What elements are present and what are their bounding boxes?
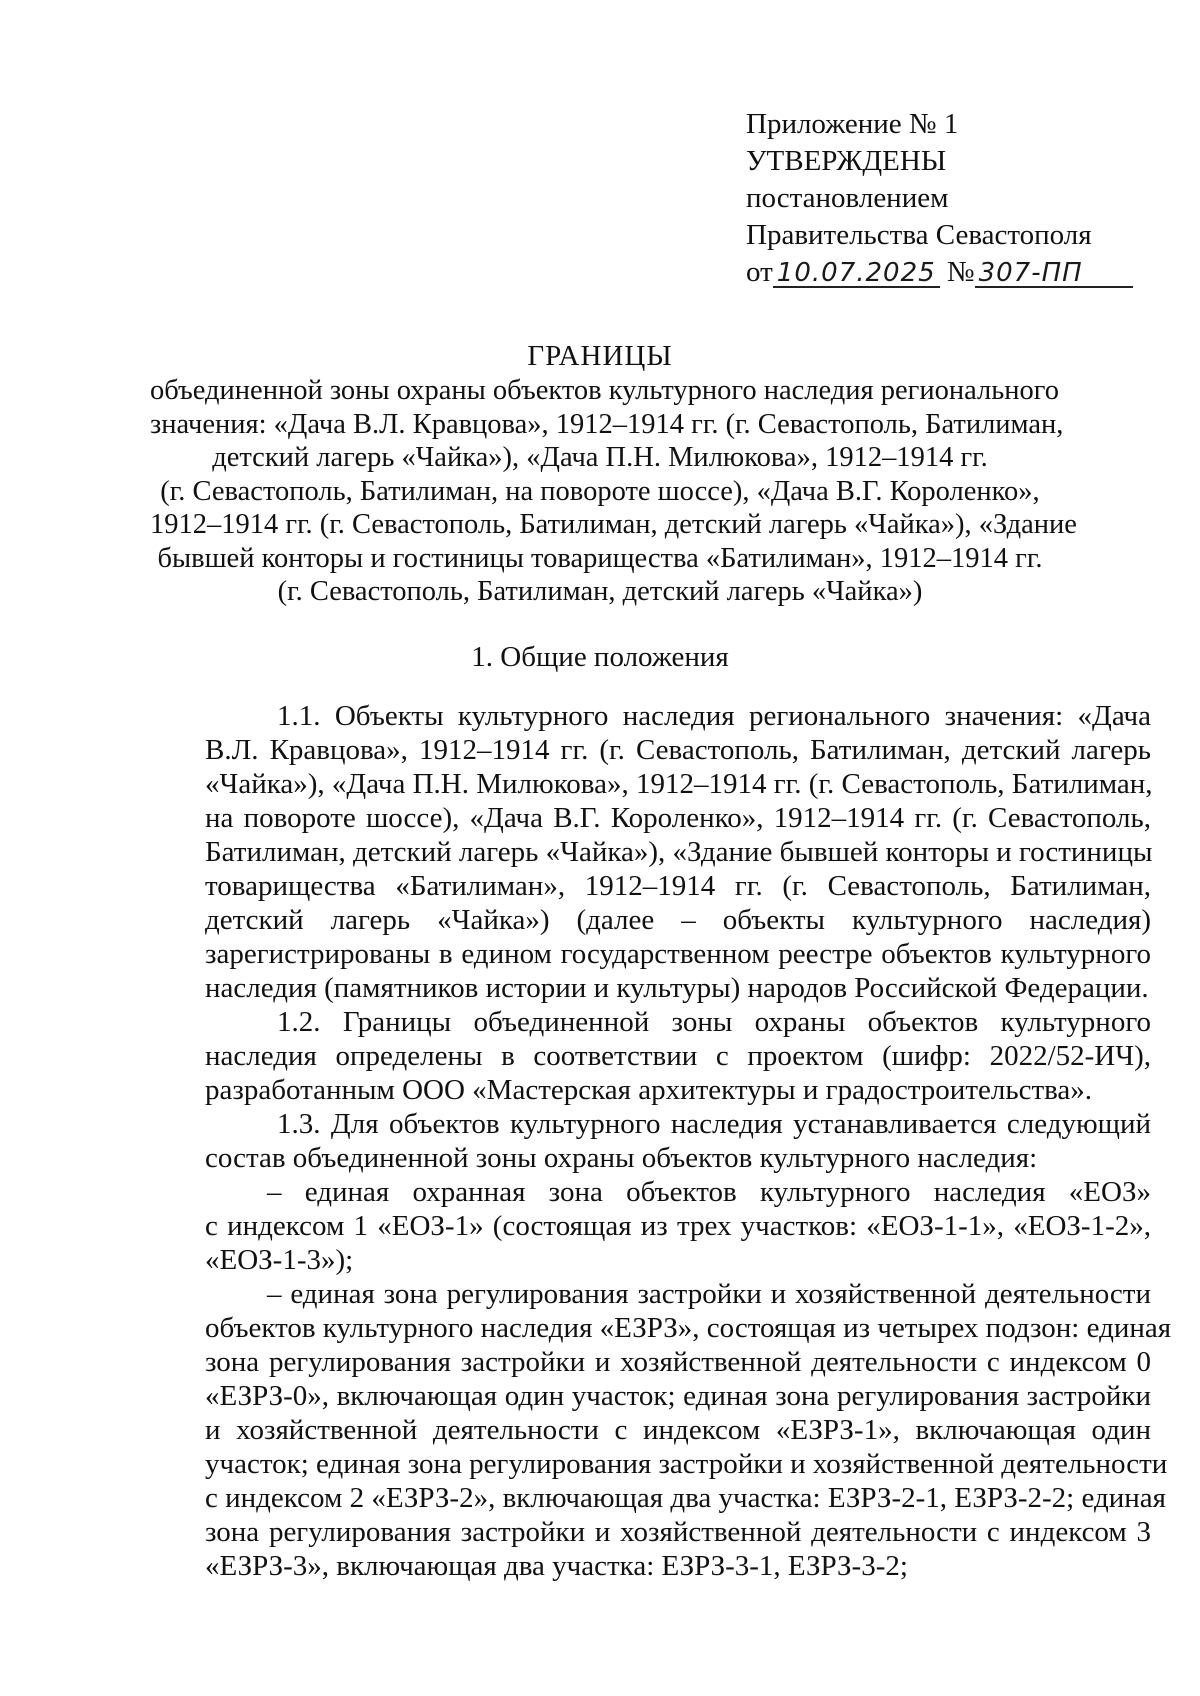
handwritten-date: 10.07.2025 <box>773 260 940 288</box>
list-item-line: «ЕЗРЗ-3», включающая два участка: ЕЗРЗ-3-1, ЕЗРЗ-3-2; <box>205 1550 908 1582</box>
approved-label: УТВЕРЖДЕНЫ <box>746 145 947 177</box>
paragraph-line: 1.3. Для объектов культурного наследия устанавливается следующий <box>277 1108 1151 1140</box>
approval-block <box>746 106 1166 291</box>
paragraph-line: детский лагерь «Чайка») (далее – объекты культурного наследия) <box>205 904 1151 936</box>
paragraph-line: 1.2. Границы объединенной зоны охраны объектов культурного <box>277 1006 1151 1038</box>
list-item-line: – единая зона регулирования застройки и хозяйственной деятельности <box>267 1278 1151 1310</box>
paragraph-line: товарищества «Батилиман», 1912–1914 гг. (г. Севастополь, Батилиман, <box>205 870 1151 902</box>
subtitle-line: объединенной зоны охраны объектов культурного наследия регионального <box>150 375 1059 406</box>
list-item-line: «ЕЗРЗ-0», включающая один участок; единая зона регулирования застройки <box>205 1380 1151 1412</box>
subtitle-line: значения: «Дача В.Л. Кравцова», 1912–1914 гг. (г. Севастополь, Батилиман, <box>150 408 1064 440</box>
list-item-line: с индексом 2 «ЕЗРЗ-2», включающая два участка: ЕЗРЗ-2-1, ЕЗРЗ-2-2; единая <box>205 1482 1166 1514</box>
paragraph-line: наследия (памятников истории и культуры) народов Российской Федерации. <box>205 972 1149 1004</box>
paragraph-line: состав объединенной зоны охраны объектов культурного наследия: <box>205 1142 1038 1174</box>
paragraph-line: наследия определены в соответствии с проектом (шифр: 2022/52-ИЧ), <box>205 1040 1151 1072</box>
paragraph-line: зарегистрированы в едином государственном реестре объектов культурного <box>205 938 1151 970</box>
document-subtitle <box>150 374 1077 609</box>
date-prefix: от <box>746 256 773 288</box>
list-item-line: участок; единая зона регулирования застройки и хозяйственной деятельности <box>205 1448 1168 1480</box>
list-item-line: зона регулирования застройки и хозяйственной деятельности с индексом 0 <box>205 1346 1151 1378</box>
number-prefix: № <box>946 256 975 288</box>
document-title: ГРАНИЦЫ <box>527 340 673 372</box>
subtitle-line: (г. Севастополь, Батилиман, на повороте шоссе), «Дача В.Г. Короленко», <box>160 475 1040 507</box>
document-body <box>205 699 1172 1583</box>
date-number-line <box>746 254 1166 291</box>
list-item-line: с индексом 1 «ЕОЗ-1» (состоящая из трех участков: «ЕОЗ-1-1», «ЕОЗ-1-2», <box>205 1210 1151 1242</box>
subtitle-line: 1912–1914 гг. (г. Севастополь, Батилиман, детский лагерь «Чайка»), «Здание <box>150 509 1077 540</box>
paragraph-line: Батилиман, детский лагерь «Чайка»), «Здание бывшей конторы и гостиницы <box>205 836 1153 868</box>
list-item-line: «ЕОЗ-1-3»); <box>205 1244 354 1276</box>
list-item-line: объектов культурного наследия «ЕЗРЗ», состоящая из четырех подзон: единая <box>205 1312 1172 1344</box>
section-heading: 1. Общие положения <box>471 641 729 673</box>
list-item-line: зона регулирования застройки и хозяйственной деятельности с индексом 3 <box>205 1516 1151 1548</box>
paragraph-line: разработанным ООО «Мастерская архитектуры и градостроительства». <box>205 1074 1093 1106</box>
subtitle-line: детский лагерь «Чайка»), «Дача П.Н. Милюкова», 1912–1914 гг. <box>212 442 988 473</box>
handwritten-number: 307-ПП <box>975 260 1133 288</box>
paragraph-line: В.Л. Кравцова», 1912–1914 гг. (г. Севастополь, Батилиман, детский лагерь <box>205 734 1151 766</box>
government-label: Правительства Севастополя <box>746 219 1092 251</box>
subtitle-line: бывшей конторы и гостиницы товарищества «Батилиман», 1912–1914 гг. <box>157 542 1043 574</box>
resolution-label: постановлением <box>746 182 949 214</box>
appendix-label: Приложение № 1 <box>746 108 959 140</box>
list-item-line: и хозяйственной деятельности с индексом «ЕЗРЗ-1», включающая один <box>205 1414 1151 1446</box>
paragraph-line: 1.1. Объекты культурного наследия регионального значения: «Дача <box>277 700 1151 732</box>
paragraph-line: на повороте шоссе), «Дача В.Г. Короленко», 1912–1914 гг. (г. Севастополь, <box>205 802 1151 834</box>
list-item-line: – единая охранная зона объектов культурного наследия «ЕОЗ» <box>267 1176 1151 1208</box>
subtitle-line: (г. Севастополь, Батилиман, детский лагерь «Чайка») <box>277 576 923 607</box>
paragraph-line: «Чайка»), «Дача П.Н. Милюкова», 1912–1914 гг. (г. Севастополь, Батилиман, <box>205 768 1153 800</box>
